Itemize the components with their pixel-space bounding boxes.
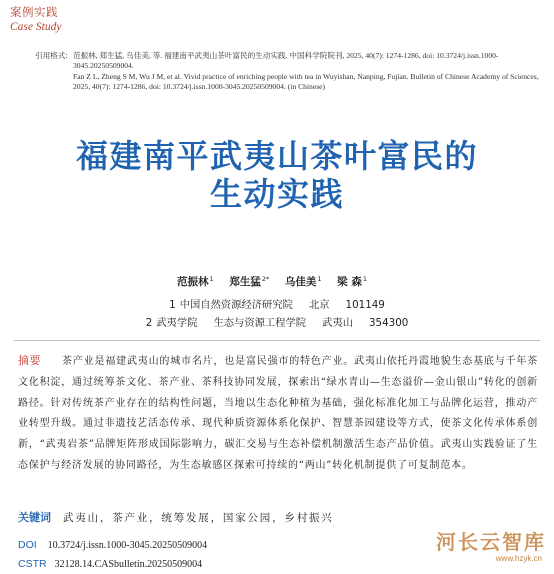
citation-block [35, 51, 549, 92]
affiliation-number: 1 [169, 299, 176, 311]
author [337, 276, 367, 288]
author [177, 276, 214, 288]
author-affiliation-mark: 1 [362, 275, 367, 283]
author [285, 276, 322, 288]
author-affiliation-mark: 1 [317, 275, 322, 283]
author-name: 范振林 [177, 276, 209, 288]
header-divider [14, 340, 540, 341]
author-list [0, 274, 554, 290]
affiliation-department: 生态与资源工程学院 [213, 317, 307, 329]
citation-zh: 范振林, 郑生猛, 乌佳美, 等. 福建南平武夷山茶叶富民的生动实践. 中国科学院院刊, 2025, 40(7): 1274-1286, doi: 10.3724/j.issn.1000-3045.20250509004. [73, 51, 499, 70]
affiliation-postcode: 354300 [369, 317, 409, 329]
affiliation-number: 2 [145, 317, 153, 329]
cstr-label: CSTR [18, 558, 47, 570]
watermark-brand: 河长云智库 [436, 530, 546, 554]
author-name: 郑生猛 [229, 276, 261, 288]
section-heading [10, 4, 61, 34]
affiliation-postcode: 101149 [345, 299, 385, 311]
doi-line [18, 538, 207, 553]
author-affiliation-mark: 2* [261, 275, 270, 283]
affiliation-institution: 武夷学院 [156, 317, 198, 329]
keywords [18, 510, 334, 526]
affiliation-2 [0, 314, 554, 332]
affiliation-city: 武夷山 [322, 317, 353, 329]
author-name: 梁 森 [337, 276, 362, 288]
citation-body [73, 51, 549, 92]
author [229, 276, 269, 288]
abstract-text: 茶产业是福建武夷山的城市名片，也是富民强市的特色产业。武夷山依托丹霞地貌生态基底与千年茶文化积淀，通过统筹茶文化、茶产业、茶科技协同发展，探索出“绿水青山—生态溢价—金山银山”转化的创新路径。针对传统茶产业存在的结构性问题，当地以生态化种植为基础，强化标准化加工与品牌化运营，推动产业转型升级。通过非遗技艺活态传承、现代种质资源体系化保护、智慧茶园建设等方式，使茶文化传承体系创新，“武夷岩茶”品牌矩阵形成国际影响力，碳汇交易与生态补偿机制激活生态产品价值。武夷山实践验证了生态保护与经济发展的协同路径，为生态敏感区探索可持续的“两山”转化机制提供了可复制范本。 [18, 356, 539, 471]
section-label-zh: 案例实践 [10, 5, 58, 19]
affiliation-list [0, 296, 554, 332]
abstract [18, 351, 538, 477]
watermark [436, 530, 546, 564]
title-line-1: 福建南平武夷山茶叶富民的 [75, 137, 478, 175]
affiliation-1 [0, 296, 554, 314]
affiliation-institution: 中国自然资源经济研究院 [179, 299, 293, 311]
abstract-label: 摘要 [18, 354, 42, 367]
keywords-label: 关键词 [18, 511, 51, 524]
author-name: 乌佳美 [284, 276, 317, 288]
citation-label: 引用格式: [35, 51, 68, 60]
doi-label: DOI [18, 539, 37, 551]
cstr-link[interactable]: 32128.14.CASbulletin.20250509004 [54, 559, 203, 570]
title-line-2: 生动实践 [209, 175, 344, 213]
watermark-url: www.hzyk.cn [495, 554, 542, 563]
keywords-text: 武夷山，茶产业，统筹发展，国家公园，乡村振兴 [63, 512, 334, 524]
citation-en: Fan Z L, Zheng S M, Wu J M, et al. Vivid practice of enriching people with tea in Wuyishan, Nanping, Fujian. Bulletin of Chinese Academy of Sciences, 2025, 40(7): 1274-1286, doi: 10.3724/j.issn.1000-3045.20250509004. (in Chinese) [73, 72, 539, 91]
doi-link[interactable]: 10.3724/j.issn.1000-3045.20250509004 [47, 540, 208, 551]
article-title [0, 137, 554, 213]
affiliation-city: 北京 [308, 299, 330, 311]
section-label-en: Case Study [10, 21, 62, 33]
author-affiliation-mark: 1 [209, 275, 214, 283]
cstr-line [18, 557, 202, 572]
